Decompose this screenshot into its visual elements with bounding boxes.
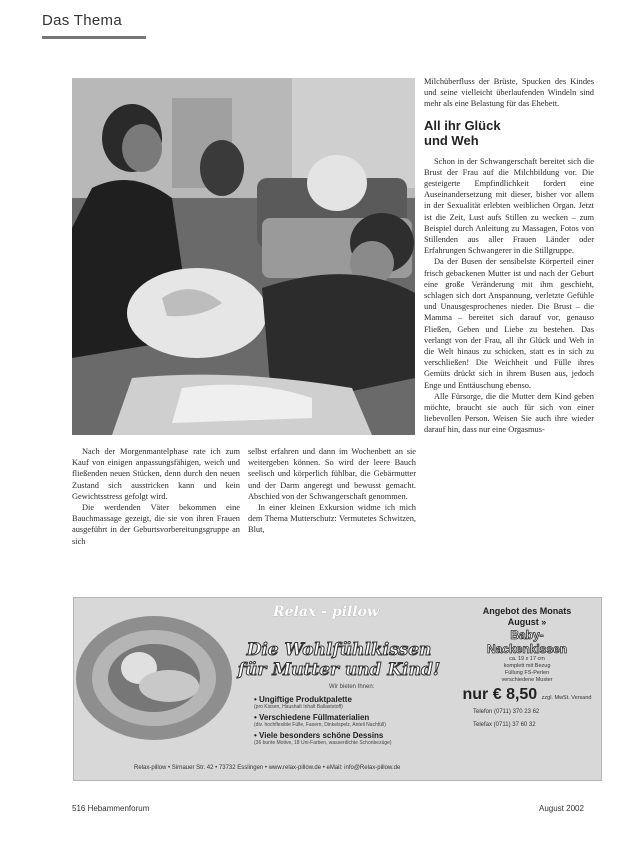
page-footer-left: 516 Hebammenforum — [72, 804, 150, 813]
ad-phone: Telefon (0711) 370 23 62 — [473, 709, 540, 715]
ad-feature-note: (div. hochflexible Fülle, Fasern, Dinkelspelz, Anteil Nachfüll) — [254, 722, 386, 728]
ad-feature: • Ungiftige Produktpalette — [254, 695, 352, 704]
ad-brand: Relax - pillow — [273, 604, 379, 620]
subheading — [424, 118, 594, 148]
ad-feature-list — [254, 695, 459, 749]
paragraph: Die werdenden Väter bekommen eine Bauchmassage gezeigt, die sie von ihren Frauen ausgeführt in der Geburtsvorbereitungsgruppe an sich — [72, 503, 240, 546]
ad-tagline-line-1: Die Wohlfühlkissen — [246, 640, 432, 660]
paragraph: Da der Busen der sensibelste Körperteil einer frisch gebackenen Mutter ist und nach der Geburt eine große Veränderung mit ihm geschieht, schlagen sich dort Anspannung, verletzte Gefühle und Unausgesprochenes nieder. Die Brust – die Mamma – bereitet sich darauf vor, genauso Fließen, Geben und Liebe zu bestehen. Das verlangt von der Frau, all ihr Glück und Weh in die Welt hinaus zu schicken, statt es in sich zu verschließen! Die Weichheit und Fülle ihres Gemüts drückt sich in ihrem Busen aus, jedoch Enge und Enttäuschung ebenso. — [424, 257, 594, 390]
paragraph: Alle Fürsorge, die die Mutter dem Kind geben möchte, braucht sie auch für sich von einer liebevollen Person. Weisen Sie auch ihre wieder darauf hin, dass nur eine Orgasmus- — [424, 391, 594, 435]
article-photo — [72, 78, 415, 435]
paragraph: selbst erfahren und dann im Wochenbett an sie weitergeben können. So wird der leere Bauch seelisch und körperlich fühlbar, die Gebärmutter und der Darm angeregt und bewusst gemacht. Abschied von der Schwangerschaft genommen. — [248, 447, 416, 501]
section-label: Das Thema — [42, 12, 122, 29]
offer-price-row — [459, 686, 595, 704]
article-column-1 — [72, 446, 240, 547]
ad-footer: Relax-pillow • Sirnauer Str. 42 • 73732 Esslingen • www.relax-pillow.de • eMail: info@Relax-pillow.de — [134, 765, 401, 771]
offer-month: August » — [507, 617, 547, 627]
paragraph: Schon in der Schwangerschaft bereitet sich die Brust der Frau auf die Milchbildung vor. Die gesteigerte Empfindlichkeit fordert eine Auseinandersetzung mit dieser, bisher vor allem in der Sexualität erlebten weiblichen Organ. Jetzt ist die Zeit, Lust aufs Stillen zu wecken – zum Beispiel durch Anleitung zu Massagen, Fotos von Stillenden aus aller Frauen Länder oder Erfahrungen Schwangerer in die Stillgruppe. — [424, 156, 594, 256]
article-column-3 — [424, 76, 594, 436]
ad-feature-note: (36 bunte Motive, 18 Uni-Farben, wasserdichte Schonbezüge) — [254, 740, 392, 746]
offer-title: Angebot des Monats — [482, 606, 572, 616]
subheading-line-2: und Weh — [424, 132, 479, 148]
ad-offer — [459, 606, 595, 730]
offer-price: nur € 8,50 — [462, 686, 538, 703]
ad-tagline — [214, 640, 464, 680]
section-rule — [42, 36, 146, 39]
offer-detail: komplett mit Bezug — [503, 663, 551, 669]
ad-fax: Telefax (0711) 37 60 32 — [473, 722, 536, 728]
page-footer-right: August 2002 — [539, 804, 584, 813]
ad-feature: • Viele besonders schöne Dessins — [254, 731, 384, 740]
offer-product-line-1: Baby- — [510, 628, 544, 642]
offer-price-note: zzgl. MwSt. Versand — [541, 695, 592, 701]
article-column-2 — [248, 446, 416, 536]
subheading-line-1: All ihr Glück — [424, 117, 501, 133]
paragraph: In einer kleinen Exkursion widme ich mich dem Thema Mutterschutz: Vermutetes Schwitzen, Blut, — [248, 503, 416, 535]
paragraph: Milchüberfluss der Brüste, Spucken des Kindes und seine vielleicht überlaufenden Windeln sind mehr als eine Belastung für das Ehebett. — [424, 77, 594, 109]
ad-feature-note: (pro Kissen, Haushalt Inhalt Ballaststoff) — [254, 704, 343, 710]
paragraph: Nach der Morgenmantelphase rate ich zum Kauf von einigen anpassungsfähigen, weich und fließenden neuen Stücken, denn durch den neuen Zustand sich ausstricken kann und kein Gewichtsstress gefolgt wird. — [72, 447, 240, 501]
offer-detail: ca. 19 x 17 cm — [509, 656, 545, 662]
offer-product-line-2: Nackenkissen — [486, 642, 568, 656]
ad-tagline-line-2: für Mutter und Kind! — [237, 660, 441, 680]
offer-detail: verschiedene Muster — [501, 677, 553, 683]
advertisement — [73, 597, 602, 781]
ad-subtitle: Wir bieten Ihnen: — [329, 684, 375, 690]
offer-detail: Füllung FS-Perlen — [504, 670, 550, 676]
ad-feature: • Verschiedene Füllmaterialien — [254, 713, 370, 722]
